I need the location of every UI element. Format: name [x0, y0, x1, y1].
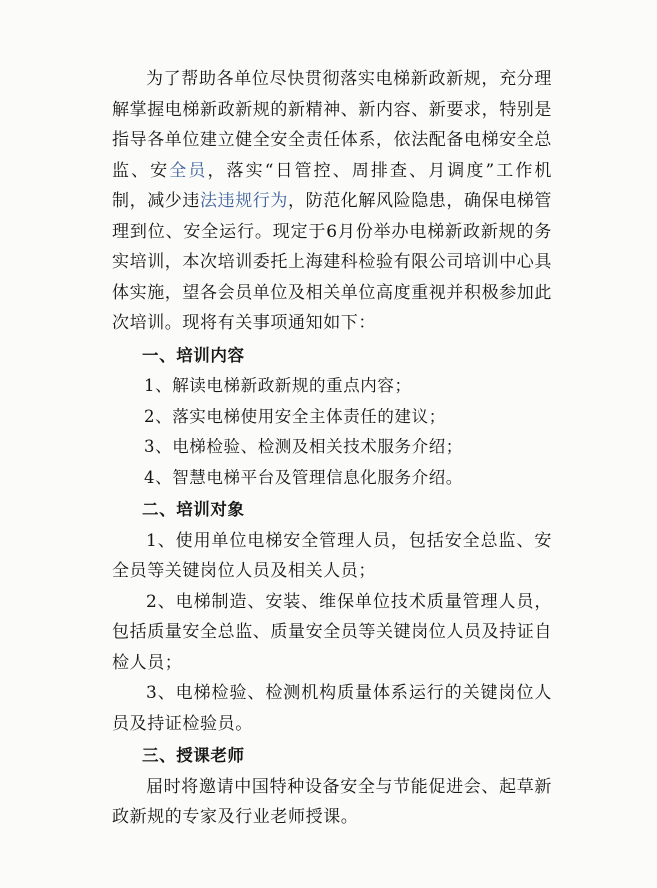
list-item: 3、电梯检验、检测机构质量体系运行的关键岗位人员及持证检验员。 [112, 683, 552, 734]
intro-paragraph [112, 64, 552, 339]
section-heading-audience: 二、培训对象 [142, 500, 245, 519]
intro-text-2: ，落实“日管控、周排查、月调度”工作机制，减少违 [112, 160, 553, 211]
intro-text-3: ，防范化解风险隐患，确保电梯管理到位、安全运行。现定于6月份举办电梯新政新规的务实培训，本次培训委托上海建科检验有限公司培训中心具体实施，望各会员单位及相关单位高度重视并积极参加此次培训。现将有关事项通知如下： [112, 191, 552, 333]
list-item: 1、使用单位电梯安全管理人员，包括安全总监、安全员等关键岗位人员及相关人员； [112, 530, 552, 581]
section-heading-content: 一、培训内容 [142, 345, 245, 365]
list-item: 2、电梯制造、安装、维保单位技术质量管理人员，包括质量安全总监、质量安全员等关键岗位人员及持证自检人员； [112, 591, 552, 673]
list-item: 1、解读电梯新政新规的重点内容； [144, 376, 412, 395]
intro-text-1: 为了帮助各单位尽快贯彻落实电梯新政新规，充分理解掌握电梯新政新规的新精神、新内容、新要求，特别是指导各单位建立健全安全责任体系，依法配备电梯安全总监、安 [112, 69, 552, 181]
instructors-paragraph: 届时将邀请中国特种设备安全与节能促进会、起草新政新规的专家及行业老师授课。 [112, 776, 552, 827]
list-item: 2、落实电梯使用安全主体责任的建议； [144, 406, 446, 426]
intro-blue-text-1: 全员 [169, 160, 208, 181]
section-heading-instructors: 三、授课老师 [142, 746, 245, 765]
document-body [112, 64, 552, 833]
list-item: 4、智慧电梯平台及管理信息化服务介绍。 [144, 467, 463, 487]
intro-blue-text-2: 法违规行为 [200, 191, 288, 211]
list-item: 3、电梯检验、检测及相关技术服务介绍； [144, 437, 463, 456]
